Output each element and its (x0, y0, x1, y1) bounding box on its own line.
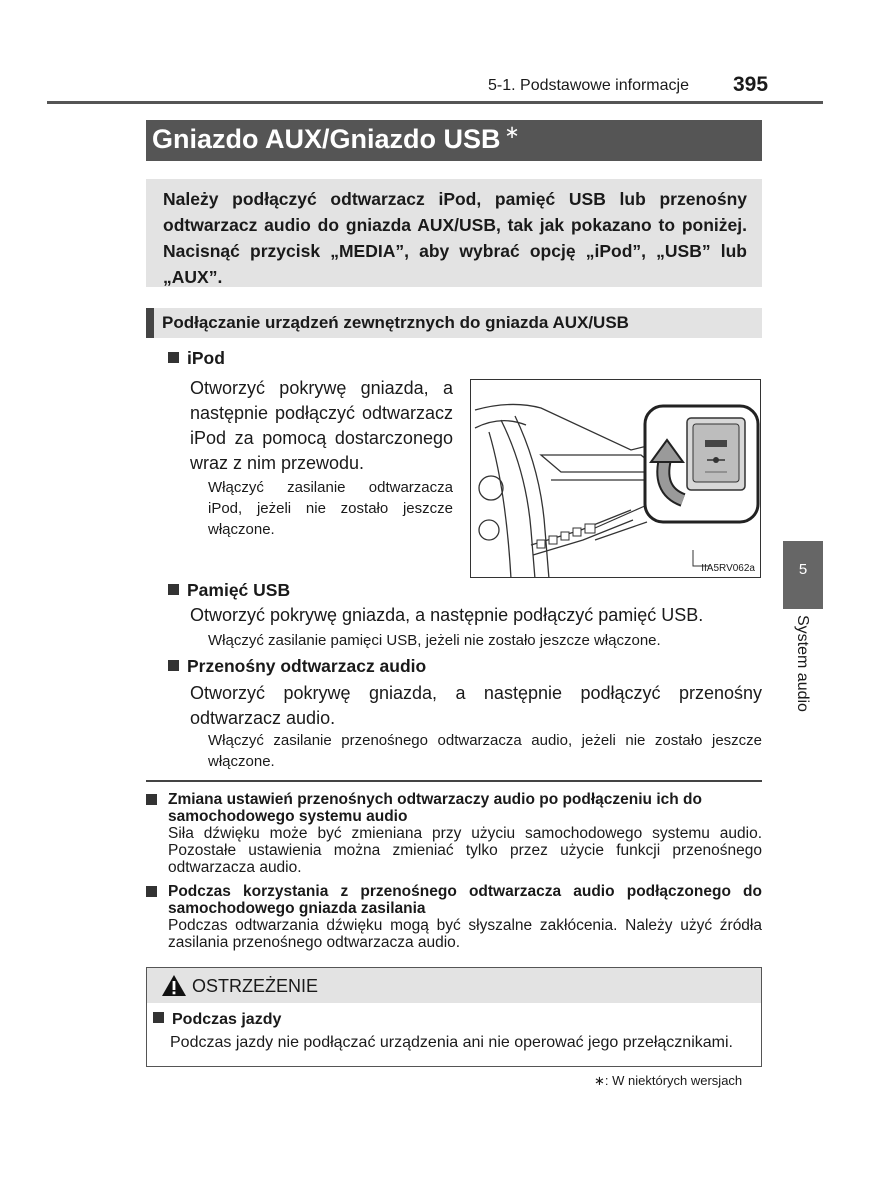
chapter-label: System audio (794, 615, 811, 712)
note-settings-heading: Zmiana ustawień przenośnych odtwarzaczy audio po podłączeniu ich do samochodowego systemu audio (168, 791, 702, 825)
bullet-square-icon (153, 1012, 164, 1023)
figure-usb-port (470, 379, 761, 578)
usb-port-illustration (471, 380, 761, 578)
item-audio-heading-text: Przenośny odtwarzacz audio (187, 656, 427, 676)
bullet-square-icon (168, 352, 179, 363)
bullet-square-icon (168, 660, 179, 671)
item-ipod-heading (168, 348, 225, 369)
warning-body: Podczas jazdy nie podłączać urządzenia ani nie operować jego przełącznikami. (170, 1034, 733, 1051)
item-ipod-note: Włączyć zasilanie odtwarzacza iPod, jeżeli nie zostało jeszcze włączone. (208, 479, 453, 538)
warning-heading (153, 1011, 281, 1029)
page-title-text: Gniazdo AUX/Gniazdo USB (152, 124, 501, 154)
item-audio-heading (168, 656, 426, 677)
intro-text: Należy podłączyć odtwarzacz iPod, pamięć USB lub przenośny odtwarzacz audio do gniazda AUX/USB, tak jak pokazano to poniżej. Nacisnąć przycisk „MEDIA”, aby wybrać opcję „iPod”, „USB” lub „AUX”. (163, 189, 747, 287)
subsection-title: Podłączanie urządzeń zewnętrznych do gniazda AUX/USB (162, 313, 629, 332)
item-usb-note: Włączyć zasilanie pamięci USB, jeżeli nie zostało jeszcze włączone. (208, 632, 661, 649)
bullet-square-icon (168, 584, 179, 595)
header-rule (47, 101, 823, 104)
item-audio-note: Włączyć zasilanie przenośnego odtwarzacza audio, jeżeli nie zostało jeszcze włączone. (208, 732, 762, 770)
figure-code: IIA5RV062a (701, 563, 755, 574)
bullet-square-icon (146, 886, 157, 897)
item-ipod-main: Otworzyć pokrywę gniazda, a następnie podłączyć odtwarzacz iPod za pomocą dostarczonego wraz z nim przewodu. (190, 378, 453, 473)
page-number: 395 (733, 73, 769, 96)
warning-title: OSTRZEŻENIE (192, 976, 319, 996)
item-ipod-heading-text: iPod (187, 348, 225, 368)
title-footnote-mark: ∗ (504, 122, 520, 142)
item-usb-main: Otworzyć pokrywę gniazda, a następnie podłączyć pamięć USB. (190, 605, 704, 625)
item-audio-main: Otworzyć pokrywę gniazda, a następnie podłączyć przenośny odtwarzacz audio. (190, 683, 762, 728)
item-usb-heading (168, 580, 290, 601)
bullet-square-icon (146, 794, 157, 805)
footnote: ∗: W niektórych wersjach (594, 1073, 743, 1088)
note-power (146, 883, 762, 951)
item-usb-heading-text: Pamięć USB (187, 580, 291, 600)
page-title (152, 124, 520, 155)
subsection-accent (146, 308, 154, 338)
note-power-body: Podczas odtwarzania dźwięku mogą być słyszalne zakłócenia. Należy użyć źródła zasilania przenośnego odtwarzacza audio. (168, 917, 762, 951)
note-power-heading: Podczas korzystania z przenośnego odtwarzacza audio podłączonego do samochodowego gniazda zasilania (168, 883, 762, 917)
warning-triangle-icon (161, 974, 187, 997)
note-settings-body: Siła dźwięku może być zmieniana przy użyciu samochodowego systemu audio. Pozostałe ustawienia można zmieniać tylko przez użycie funkcji przenośnego odtwarzacza audio. (168, 825, 762, 876)
notes-divider (146, 780, 762, 782)
warning-heading-text: Podczas jazdy (172, 1011, 282, 1028)
chapter-number: 5 (798, 561, 808, 578)
note-settings (146, 791, 762, 876)
running-header-section: 5-1. Podstawowe informacje (488, 77, 689, 94)
